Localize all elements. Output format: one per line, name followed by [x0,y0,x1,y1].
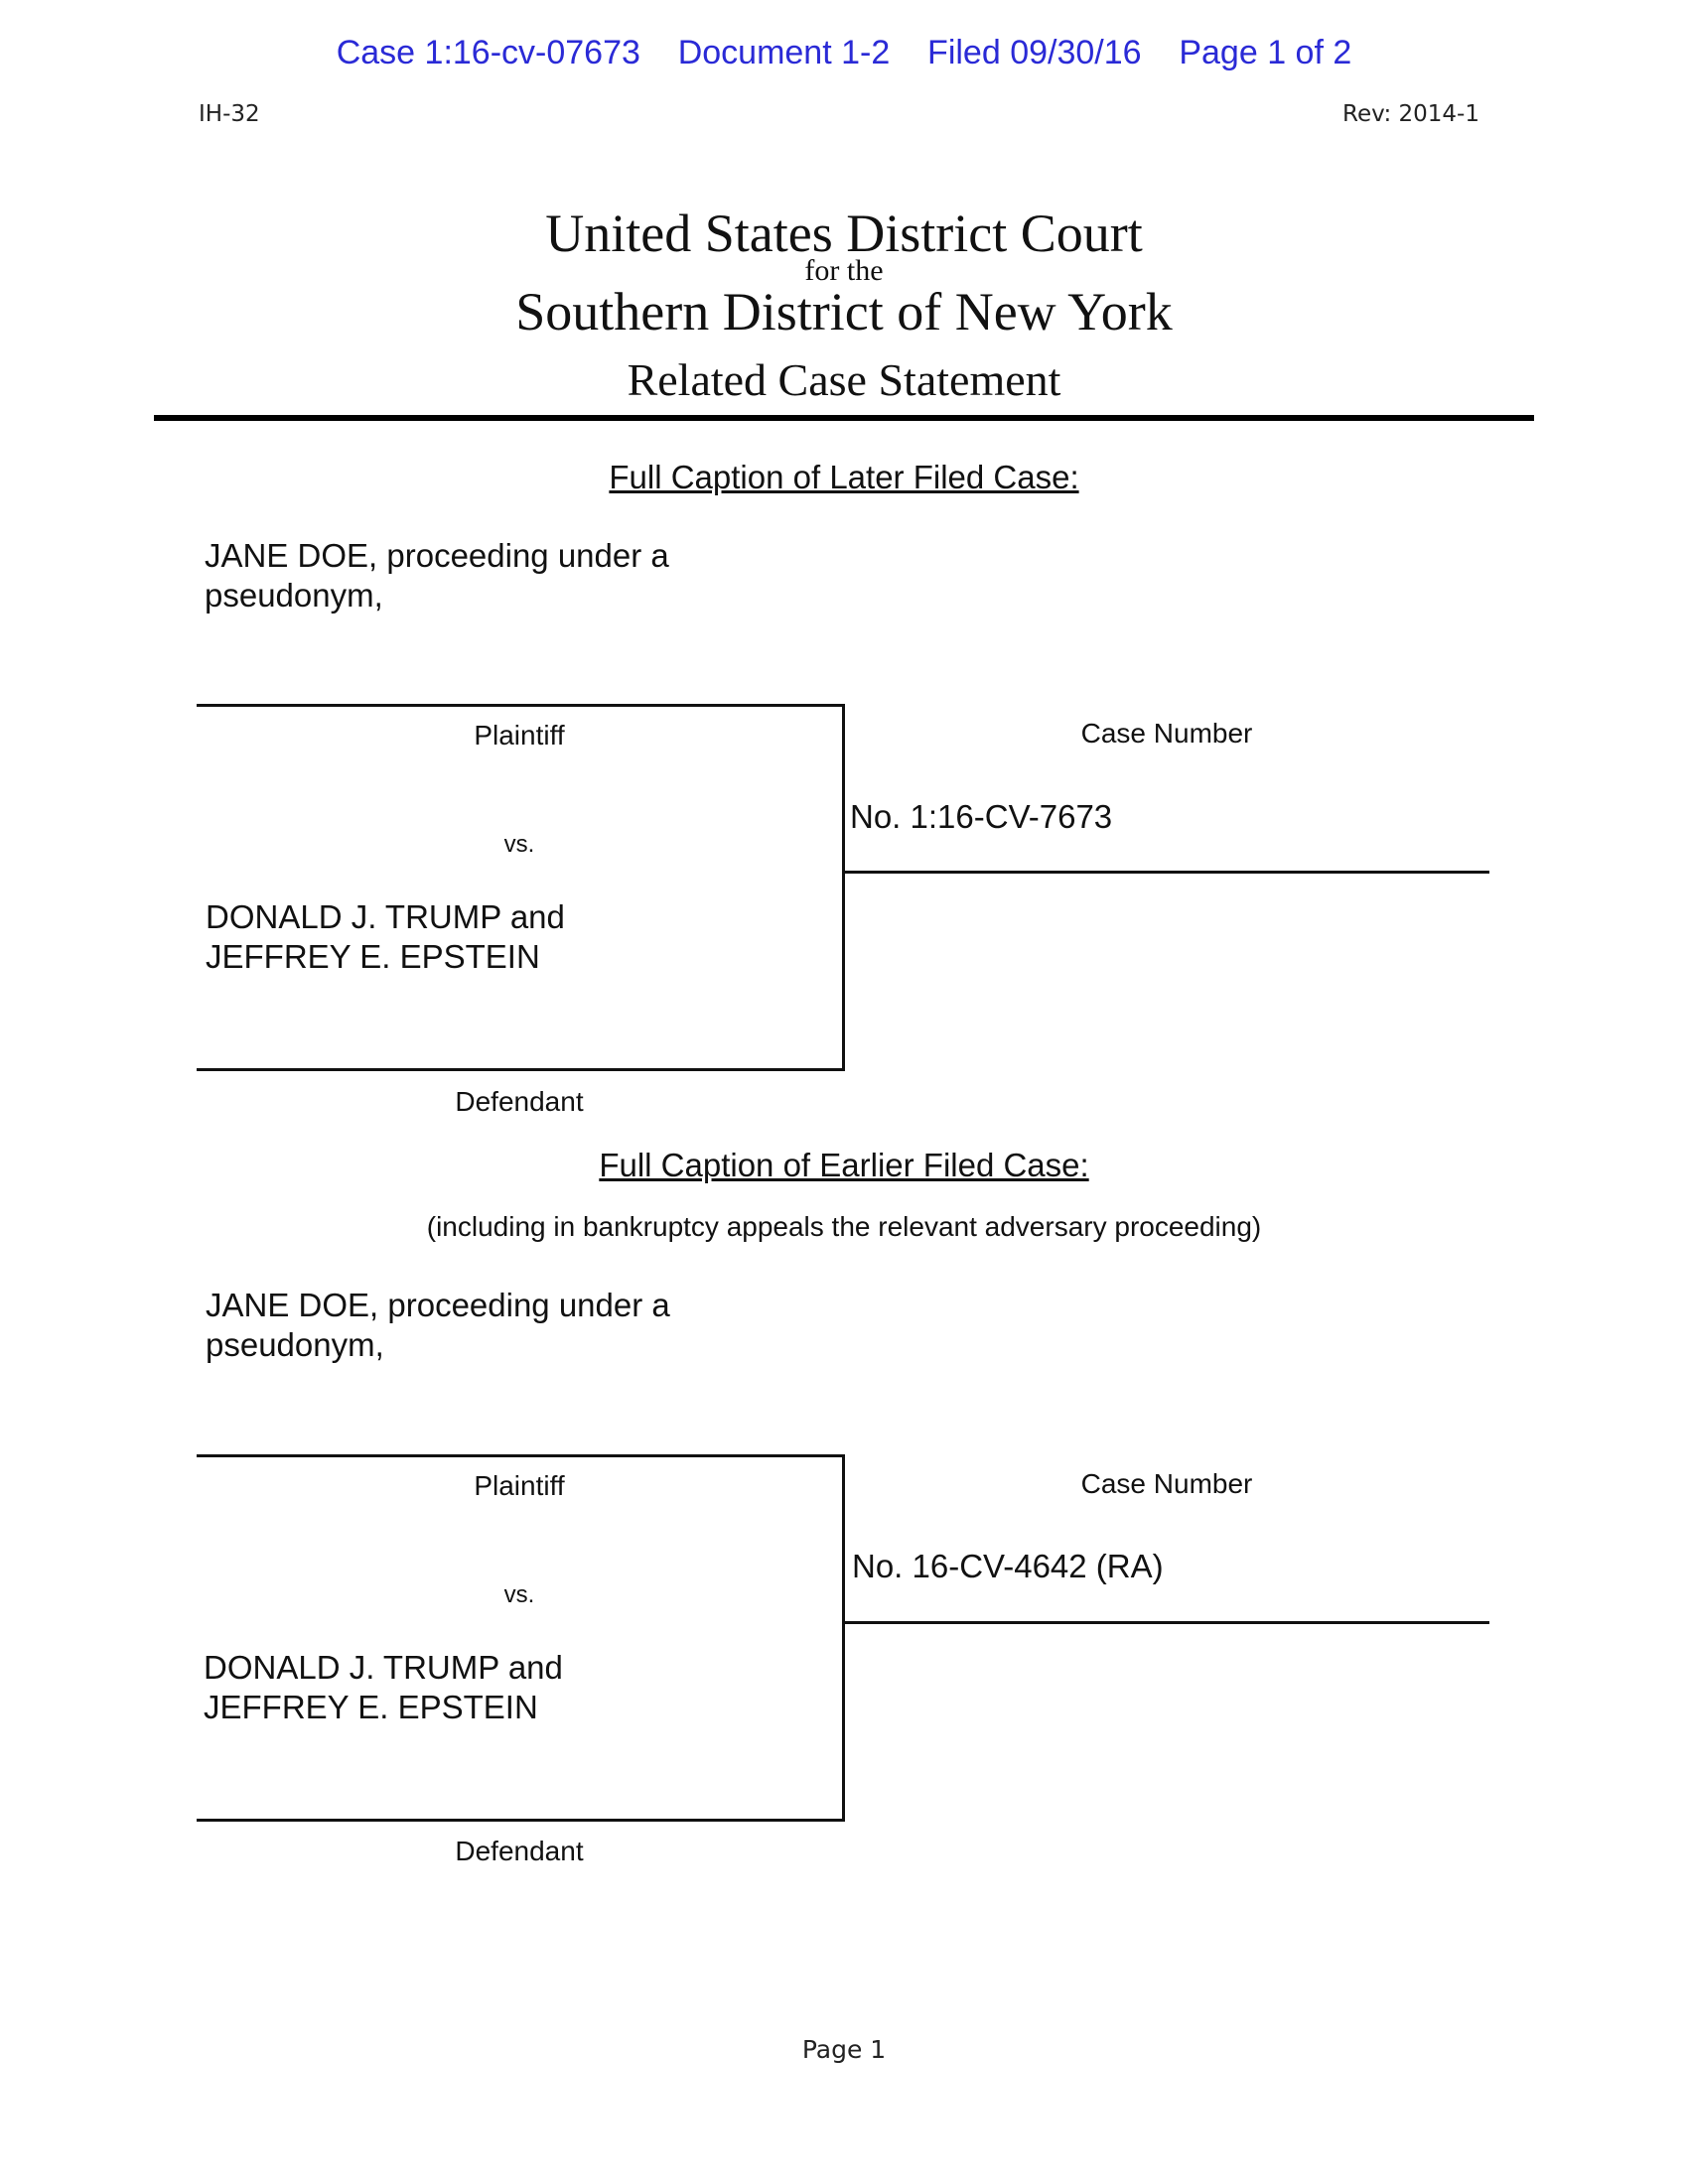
earlier-caption-bottom-line [197,1819,845,1822]
earlier-caption-divider [842,1454,845,1822]
stamp-document: Document 1-2 [677,34,891,71]
earlier-case-number-line [844,1621,1489,1624]
later-vs: vs. [503,831,535,858]
later-defendant-name [206,897,722,977]
later-defendant-line2: JEFFREY E. EPSTEIN [206,938,540,975]
page-footer: Page 1 [801,2035,887,2064]
later-caption-bottom-line [197,1068,845,1071]
earlier-plaintiff-line1: JANE DOE, proceeding under a [206,1287,670,1323]
document-title: Related Case Statement [627,354,1061,405]
earlier-defendant-name [204,1648,720,1727]
later-plaintiff-line1: JANE DOE, proceeding under a [205,537,669,574]
later-plaintiff-line2: pseudonym, [205,577,383,614]
earlier-case-note: (including in bankruptcy appeals the relevant adversary proceeding) [426,1211,1262,1242]
later-case-number: No. 1:16-CV-7673 [850,798,1113,835]
form-revision: Rev: 2014-1 [1342,101,1479,127]
earlier-case-number-label: Case Number [1080,1468,1253,1499]
later-case-number-line [844,871,1489,874]
earlier-defendant-line1: DONALD J. TRUMP and [204,1649,563,1686]
earlier-vs: vs. [503,1581,535,1608]
stamp-page: Page 1 of 2 [1179,34,1352,71]
later-defendant-line1: DONALD J. TRUMP and [206,898,565,935]
later-plaintiff-name [205,536,721,615]
court-name: United States District Court [545,204,1143,263]
earlier-case-number: No. 16-CV-4642 (RA) [852,1548,1164,1584]
court-for-the: for the [804,254,884,287]
stamp-case: Case 1:16-cv-07673 [336,34,640,71]
later-caption-divider [842,704,845,1071]
earlier-case-heading: Full Caption of Earlier Filed Case: [599,1147,1089,1183]
ecf-stamp [0,34,1688,72]
earlier-defendant-label: Defendant [455,1836,584,1866]
court-district: Southern District of New York [515,282,1173,341]
later-case-heading: Full Caption of Later Filed Case: [609,459,1079,495]
later-case-number-label: Case Number [1080,718,1253,749]
earlier-plaintiff-label: Plaintiff [474,1470,565,1501]
earlier-defendant-line2: JEFFREY E. EPSTEIN [204,1689,538,1725]
later-caption-top-line [197,704,844,707]
title-rule [154,415,1534,421]
later-defendant-label: Defendant [455,1086,584,1117]
earlier-plaintiff-line2: pseudonym, [206,1326,384,1363]
form-id: IH-32 [199,101,260,127]
later-plaintiff-label: Plaintiff [474,720,565,751]
stamp-filed: Filed 09/30/16 [927,34,1142,71]
earlier-caption-top-line [197,1454,844,1457]
earlier-plaintiff-name [206,1286,722,1365]
